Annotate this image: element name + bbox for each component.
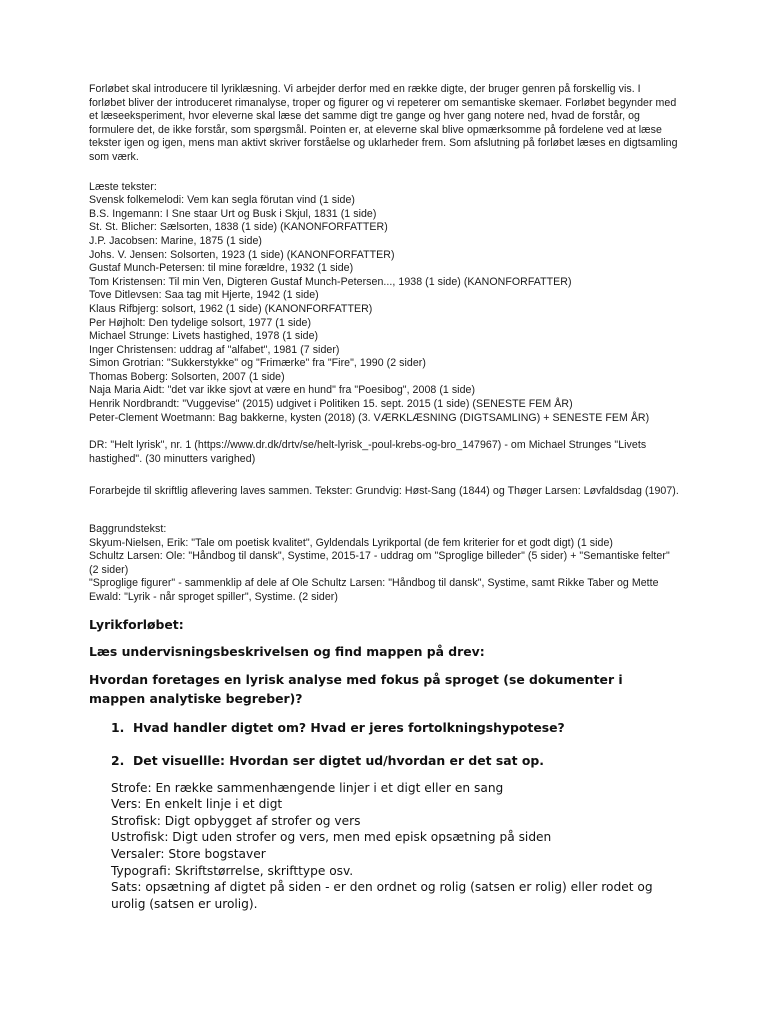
analysis-step [89,718,679,737]
intro-paragraph: Forløbet skal introducere til lyriklæsning. Vi arbejder derfor med en række digte, der bruger genren på forskellig vis. I forløbet bliver der introduceret rimanalyse, troper og figurer og vi repeterer om semantiske skemaer. Forløbet begynder med et læseeksperiment, hvor eleverne skal læse det samme digt tre gange og hver gang notere ned, hvad de forstår, og formulere det, de ikke forstår, som spørgsmål. Pointen er, at eleverne skal blive opmærksomme på fordelene ved at læse tekster igen og igen, mens man aktivt skriver forståelse og uklarheder frem. Som afslutning på forløbet læses en digtsamling som værk. [89,83,678,163]
text-item: Peter-Clement Woetmann: Bag bakkerne, kysten (2018) (3. VÆRKLÆSNING (DIGTSAMLING) + SENESTE FEM ÅR) [89,411,650,424]
background-item: "Sproglige figurer" - sammenklip af dele af Ole Schultz Larsen: "Håndbog til dansk", Systime, samt Rikke Taber og Mette Ewald: "Lyrik - når sproget spiller", Systime. (2 sider) [89,577,659,603]
text-item: Henrik Nordbrandt: "Vuggevise" (2015) udgivet i Politiken 15. sept. 2015 (1 side) (SENESTE FEM ÅR) [89,398,573,411]
background-section [89,523,679,605]
text-item: Klaus Rifbjerg: solsort, 1962 (1 side) (KANONFORFATTER) [89,302,373,315]
text-item: Svensk folkemelodi: Vem kan segla förutan vind (1 side) [89,194,355,207]
definition-item: Versaler: Store bogstaver [111,846,266,861]
definition-item: Typografi: Skriftstørrelse, skrifttype osv. [111,863,354,878]
dr-section [89,439,679,466]
text-item: Inger Christensen: uddrag af "alfabet", 1981 (7 sider) [89,343,340,356]
step-text: Hvad handler digtet om? Hvad er jeres fortolkningshypotese? [133,719,565,735]
step-text: Det visuellle: Hvordan ser digtet ud/hvordan er det sat op. [133,752,544,768]
definitions-list [111,780,679,913]
lyrik-question: Hvordan foretages en lyrisk analyse med fokus på sproget (se dokumenter i mappen analytiske begreber)? [89,671,623,706]
text-item: Thomas Boberg: Solsorten, 2007 (1 side) [89,370,285,383]
text-item: Johs. V. Jensen: Solsorten, 1923 (1 side) (KANONFORFATTER) [89,248,395,261]
lyrik-subheading: Læs undervisningsbeskrivelsen og find mappen på drev: [89,643,485,659]
forarbejde-section [89,485,679,499]
step-number: 2. [111,752,125,768]
text-item: Tom Kristensen: Til min Ven, Digteren Gustaf Munch-Petersen..., 1938 (1 side) (KANONFORFATTER) [89,275,572,288]
text-item: Gustaf Munch-Petersen: til mine forældre, 1932 (1 side) [89,262,354,275]
read-texts-heading: Læste tekster: [89,180,157,193]
text-item: B.S. Ingemann: I Sne staar Urt og Busk i Skjul, 1831 (1 side) [89,207,377,220]
lyrik-heading: Lyrikforløbet: [89,616,184,632]
text-item: Naja Maria Aidt: "det var ikke sjovt at være en hund" fra "Poesibog", 2008 (1 side) [89,384,476,397]
lyrik-section [89,615,679,913]
dr-reference: DR: "Helt lyrisk", nr. 1 (https://www.dr.dk/drtv/se/helt-lyrisk_-poul-krebs-og-bro_147967) - om Michael Strunges "Livets hastighed". (30 minutters varighed) [89,439,647,465]
definition-item: Vers: En enkelt linje i et digt [111,797,283,812]
background-heading: Baggrundstekst: [89,523,167,536]
text-item: Tove Ditlevsen: Saa tag mit Hjerte, 1942 (1 side) [89,289,319,302]
analysis-steps [89,718,679,770]
definition-item: Strofe: En række sammenhængende linjer i et digt eller en sang [111,780,504,795]
forarbejde-text: Forarbejde til skriftlig aflevering laves sammen. Tekster: Grundvig: Høst-Sang (1844) og Thøger Larsen: Løvfaldsdag (1907). [89,485,679,498]
text-item: Per Højholt: Den tydelige solsort, 1977 (1 side) [89,316,312,329]
definition-item: Strofisk: Digt opbygget af strofer og vers [111,813,361,828]
read-texts-section [89,181,679,426]
analysis-step [89,751,679,770]
definition-item: Sats: opsætning af digtet på siden - er den ordnet og rolig (satsen er rolig) eller rodet og urolig (satsen er urolig). [111,880,653,911]
background-item: Schultz Larsen: Ole: "Håndbog til dansk", Systime, 2015-17 - uddrag om "Sproglige billeder" (5 sider) + "Semantiske felter" (2 sider) [89,550,670,576]
text-item: Simon Grotrian: "Sukkerstykke" og "Frimærke" fra "Fire", 1990 (2 sider) [89,357,426,370]
document-page [89,83,679,912]
text-item: St. St. Blicher: Sælsorten, 1838 (1 side) (KANONFORFATTER) [89,221,388,234]
intro-section [89,83,679,165]
step-number: 1. [111,719,125,735]
background-item: Skyum-Nielsen, Erik: "Tale om poetisk kvalitet", Gyldendals Lyrikportal (de fem kriterier for et godt digt) (1 side) [89,536,613,549]
definition-item: Ustrofisk: Digt uden strofer og vers, men med episk opsætning på siden [111,830,552,845]
text-item: J.P. Jacobsen: Marine, 1875 (1 side) [89,234,262,247]
text-item: Michael Strunge: Livets hastighed, 1978 (1 side) [89,330,319,343]
